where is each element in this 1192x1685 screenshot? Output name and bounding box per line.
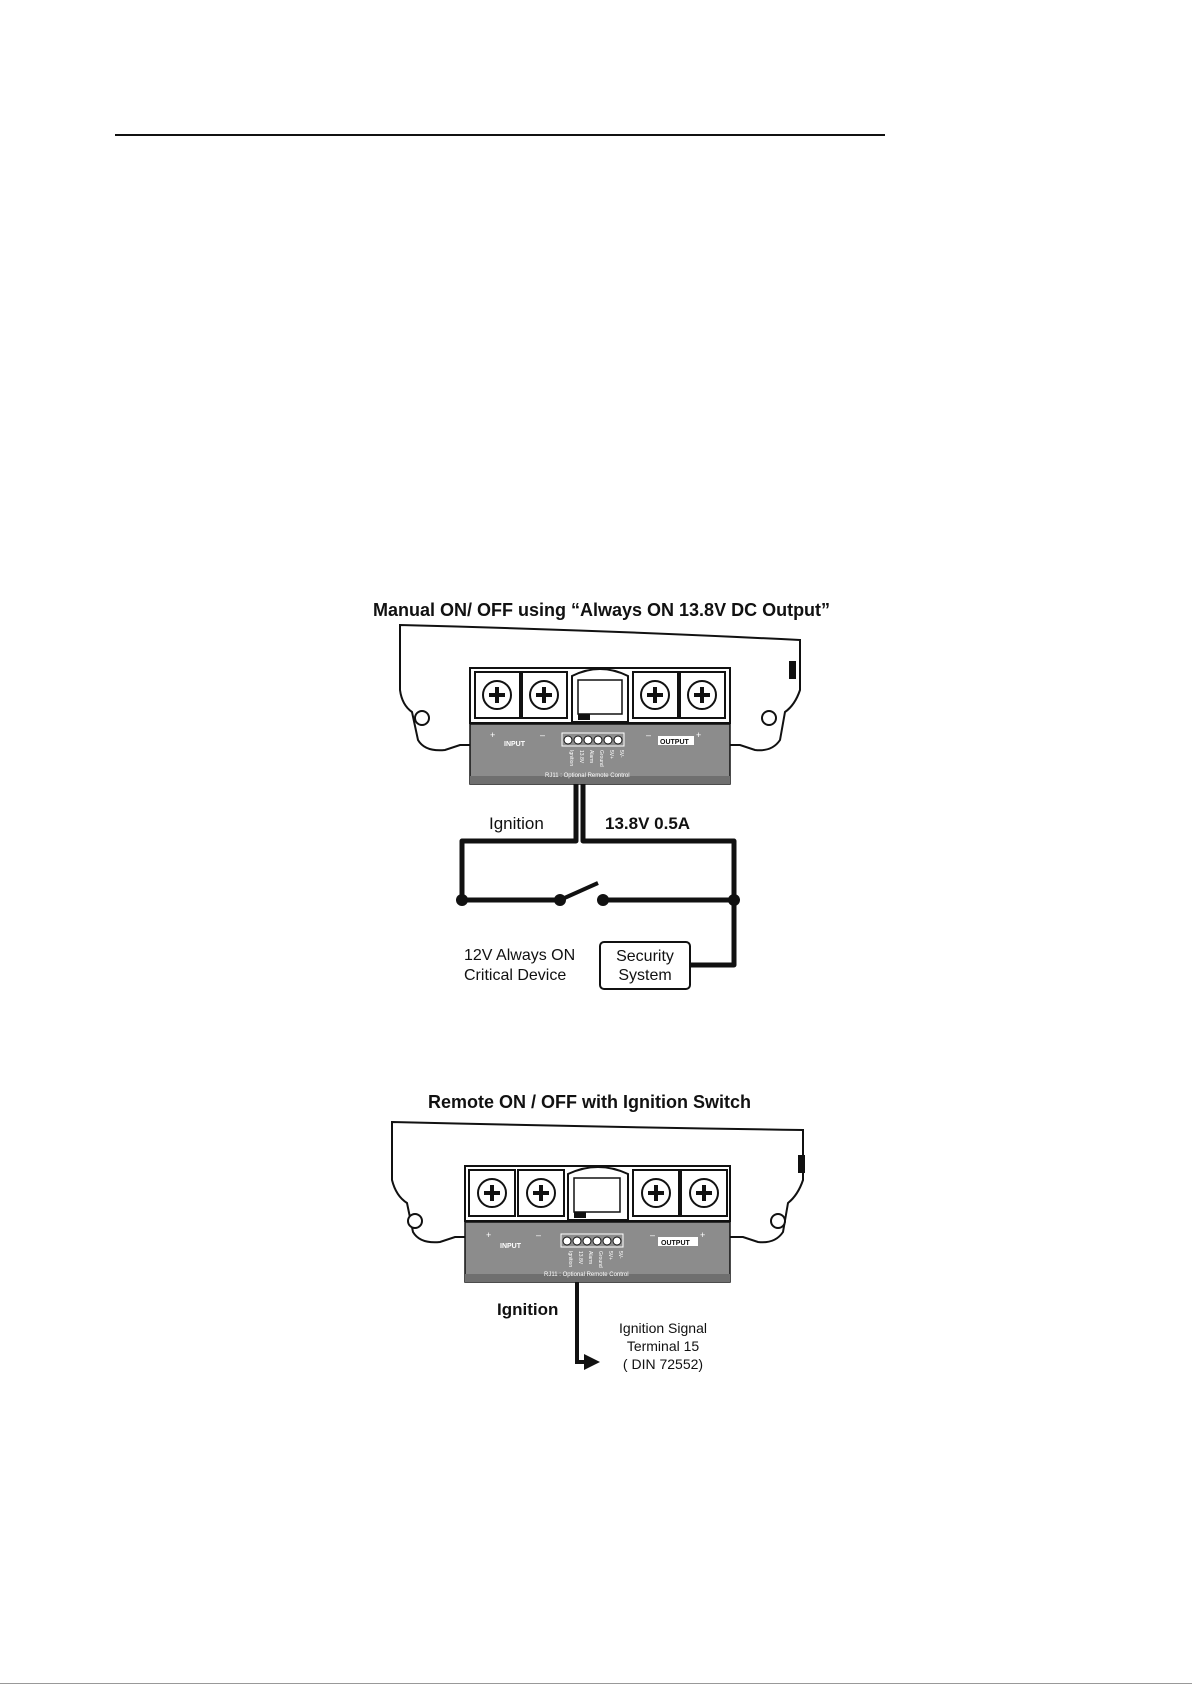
panel-input-label: INPUT — [500, 1243, 521, 1250]
pin-label: Alarm — [587, 1251, 593, 1265]
panel-minus-right: – — [650, 1230, 656, 1240]
panel-plus-right: + — [700, 1230, 706, 1240]
pin-label: Ground — [597, 1251, 603, 1268]
pin-label: Alarm — [588, 750, 594, 764]
panel-output-label: OUTPUT — [661, 1240, 690, 1247]
security-box-line2: System — [618, 967, 672, 984]
panel-output-label: OUTPUT — [660, 739, 689, 746]
panel-plus-left: + — [490, 730, 496, 740]
pin-label: 13.8V — [578, 750, 584, 764]
ignition-wire-label: Ignition — [497, 1300, 559, 1319]
pin-label: 5V+ — [607, 1251, 613, 1261]
security-box-line1: Security — [616, 948, 674, 965]
signal-line3: ( DIN 72552) — [622, 1356, 704, 1372]
critical-device-line1: 12V Always ON — [464, 947, 576, 964]
signal-line1: Ignition Signal — [619, 1320, 707, 1336]
panel-plus-left: + — [486, 1230, 492, 1240]
diagram1-title: Manual ON/ OFF using “Always ON 13.8V DC Output” — [373, 600, 831, 620]
diagram2-title: Remote ON / OFF with Ignition Switch — [428, 1092, 751, 1112]
panel-input-label: INPUT — [504, 741, 525, 748]
signal-line2: Terminal 15 — [626, 1338, 700, 1354]
pin-label: 13.8V — [577, 1251, 583, 1265]
panel-minus-right: – — [646, 730, 652, 740]
rj11-caption: RJ11 : Optional Remote Control — [545, 773, 630, 779]
panel-minus-left: – — [540, 730, 546, 740]
pin-label: 5V+ — [608, 750, 614, 760]
pin-label: Ignition — [568, 750, 574, 767]
output-wire-label: 13.8V 0.5A — [605, 814, 691, 833]
critical-device-line2: Critical Device — [464, 967, 567, 984]
pin-label: 5V- — [617, 1251, 623, 1259]
ignition-wire-label: Ignition — [489, 814, 544, 833]
rj11-caption: RJ11 : Optional Remote Control — [544, 1272, 629, 1278]
pin-label: Ignition — [567, 1251, 573, 1268]
pin-label: 5V- — [618, 750, 624, 758]
pin-label: Ground — [598, 750, 604, 767]
panel-minus-left: – — [536, 1230, 542, 1240]
panel-plus-right: + — [696, 730, 702, 740]
